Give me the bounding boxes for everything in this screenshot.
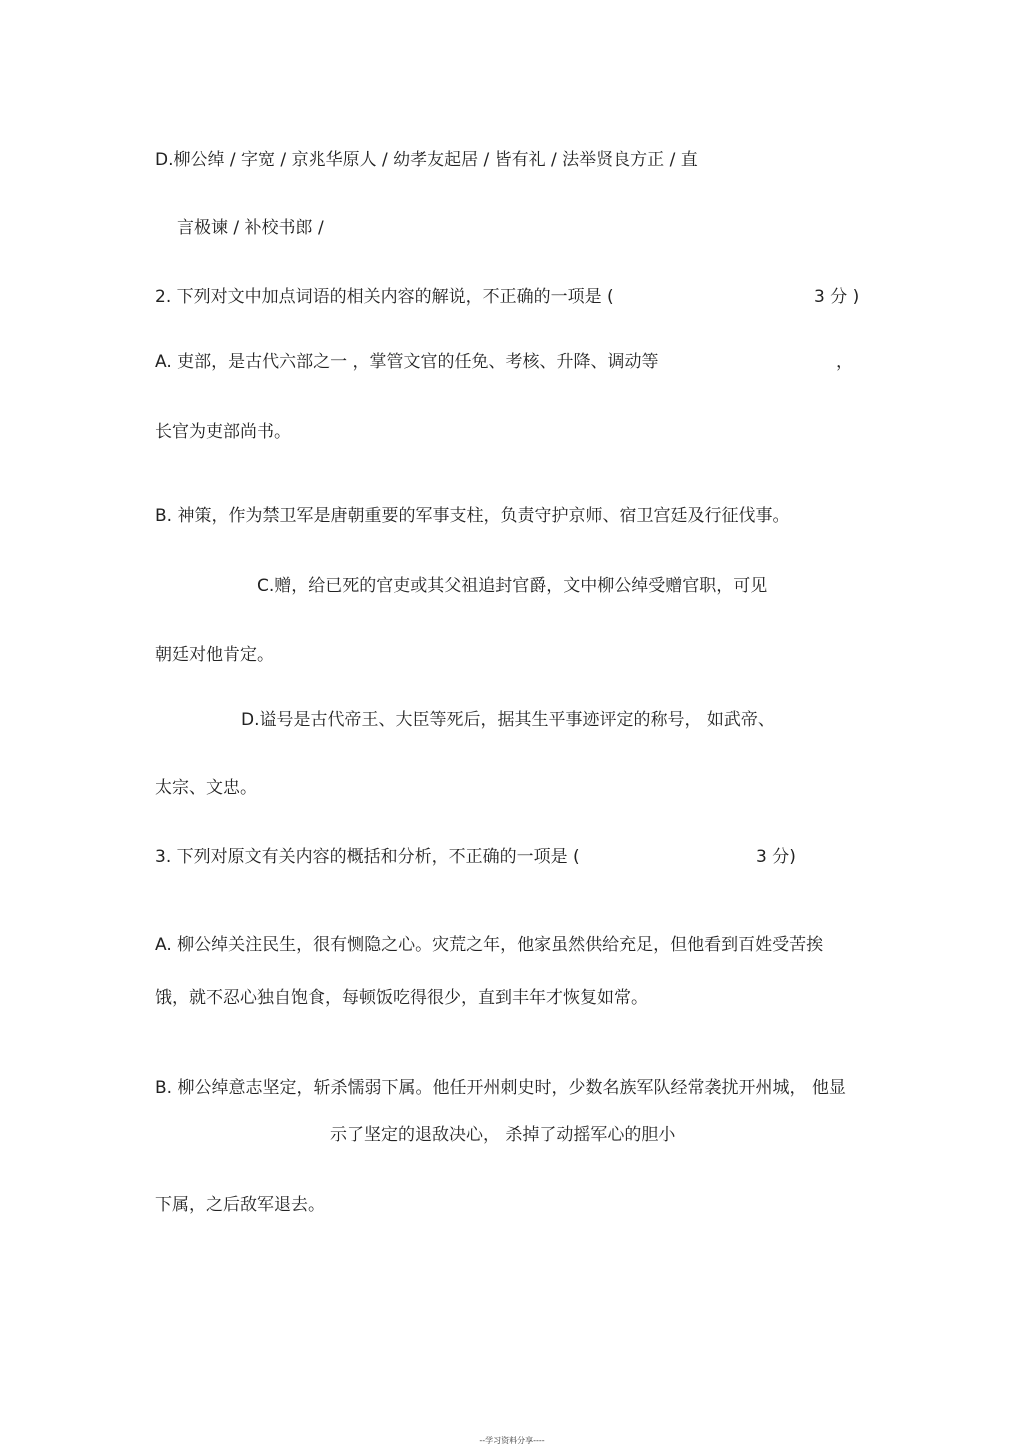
- question-3-stem: 3. 下列对原文有关内容的概括和分析，不正确的一项是 (: [155, 847, 580, 867]
- question-3-option-a-line1: A. 柳公绰关注民生，很有恻隐之心。灾荒之年，他家虽然供给充足，但他看到百姓受苦挨: [155, 935, 824, 955]
- question-2-option-d-line1: D.谥号是古代帝王、大臣等死后，据其生平事迹评定的称号， 如武帝、: [241, 710, 775, 730]
- question-2-option-c-line1: C.赠，给已死的官吏或其父祖追封官爵，文中柳公绰受赠官职，可见: [257, 576, 768, 596]
- question-3-option-a-line2: 饿，就不忍心独自饱食，每顿饭吃得很少，直到丰年才恢复如常。: [155, 988, 648, 1008]
- question-3-option-b-line3: 下属，之后敌军退去。: [155, 1195, 325, 1215]
- question-2-score: 3 分 ): [814, 287, 860, 307]
- question-3-score: 3 分): [756, 847, 796, 867]
- question-2-option-d-line2: 太宗、文忠。: [155, 778, 257, 798]
- question-2-option-b: B. 神策，作为禁卫军是唐朝重要的军事支柱，负责守护京师、宿卫宫廷及行征伐事。: [155, 506, 790, 526]
- question-1-option-d-line2: 言极谏 / 补校书郎 /: [177, 218, 324, 238]
- question-2-option-c-line2: 朝廷对他肯定。: [155, 645, 274, 665]
- question-3-option-b-line2: 示了坚定的退敌决心， 杀掉了动摇军心的胆小: [330, 1125, 676, 1145]
- question-3-option-b-line1: B. 柳公绰意志坚定，斩杀懦弱下属。他任开州刺史时，少数名族军队经常袭扰开州城， 他显: [155, 1078, 846, 1098]
- question-2-option-a-comma: ，: [836, 352, 853, 372]
- question-2-option-a-line2: 长官为吏部尚书。: [155, 422, 291, 442]
- question-2-option-a-line1: A. 吏部，是古代六部之一 ，掌管文官的任免、考核、升降、调动等: [155, 352, 659, 372]
- question-1-option-d-line1: D.柳公绰 / 字宽 / 京兆华原人 / 幼孝友起居 / 皆有礼 / 法举贤良方正 / 直: [155, 150, 698, 170]
- page-footer: --学习资料分享----: [479, 1436, 545, 1445]
- question-2-stem: 2. 下列对文中加点词语的相关内容的解说，不正确的一项是 (: [155, 287, 614, 307]
